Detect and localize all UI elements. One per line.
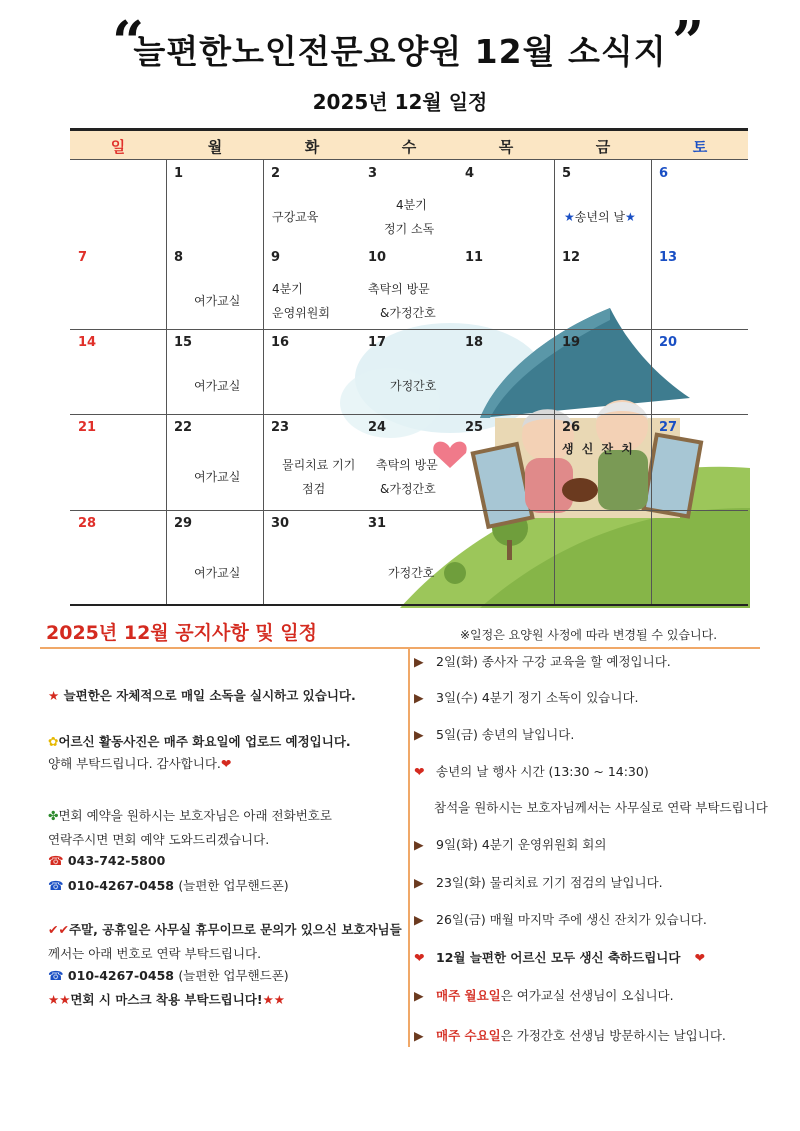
event-equipment-check-line1: 물리치료 기기 [282, 458, 356, 472]
close-quote-mark: ” [672, 9, 705, 75]
open-quote-mark: “ [112, 9, 145, 75]
notice-photo-upload: ✿어르신 활동사진은 매주 화요일에 업로드 예정입니다. [48, 734, 351, 749]
notice-divider [40, 647, 760, 649]
calendar-subtitle: 2025년 12월 일정 [312, 90, 488, 114]
grid-row-line [70, 329, 748, 330]
event-doctor-visit-line1: 촉탁의 방문 [368, 282, 430, 296]
event-doctor-visit-line2: &가정간호 [380, 482, 436, 496]
phone-mobile: ☎ 010-4267-0458 (늘편한 업무핸드폰) [48, 878, 289, 893]
phone-icon: ☎ [48, 878, 68, 893]
schedule-item: ▶ 매주 월요일은 여가교실 선생님이 오십니다. [414, 988, 674, 1003]
event-doctor-visit-line2: &가정간호 [380, 306, 436, 320]
day-name-wed: 수 [401, 138, 417, 156]
heart-icon: ❤ [414, 764, 425, 779]
date-15: 15 [174, 335, 193, 350]
event-oral-education: 구강교육 [272, 210, 319, 224]
grid-row-line [70, 414, 748, 415]
event-leisure-class: 여가교실 [194, 379, 241, 393]
event-committee-line2: 운영위원회 [272, 306, 330, 320]
phone-office: ☎ 043-742-5800 [48, 853, 166, 868]
date-20: 20 [659, 335, 678, 350]
grid-col-line [554, 160, 555, 606]
schedule-item: ▶ 9일(화) 4분기 운영위원회 회의 [414, 837, 607, 852]
date-4: 4 [465, 166, 475, 181]
notice-mask: ★★면회 시 마스크 착용 부탁드립니다!★★ [48, 992, 286, 1007]
notice-weekend-contact: ✔✔주말, 공휴일은 사무실 휴무이므로 문의가 있으신 보호자님들 [48, 922, 402, 937]
phone-icon: ☎ [48, 853, 68, 868]
calendar-bottom-rule [70, 604, 748, 606]
schedule-item: ▶ 3일(수) 4분기 정기 소독이 있습니다. [414, 690, 639, 705]
star-icon: ★★ [262, 992, 286, 1007]
heart-icon: ❤ [414, 950, 425, 965]
triangle-bullet-icon: ▶ [414, 988, 424, 1003]
calendar [70, 128, 748, 606]
header [0, 0, 800, 80]
date-23: 23 [271, 420, 290, 435]
day-name-sat: 토 [692, 138, 708, 156]
flower-icon: ✿ [48, 734, 59, 749]
triangle-bullet-icon: ▶ [414, 837, 424, 852]
event-leisure-class: 여가교실 [194, 470, 241, 484]
star-icon: ★ [564, 210, 575, 224]
heart-icon: ❤ [220, 756, 232, 771]
date-12: 12 [562, 250, 581, 265]
triangle-bullet-icon: ▶ [414, 875, 424, 890]
date-31: 31 [368, 516, 387, 531]
date-3: 3 [368, 166, 378, 181]
notice-section-title: 2025년 12월 공지사항 및 일정 [46, 622, 317, 644]
grid-col-line [651, 160, 652, 606]
date-30: 30 [271, 516, 290, 531]
event-home-nursing: 가정간호 [390, 379, 437, 393]
phone-icon: ☎ [48, 968, 68, 983]
grid-col-line [263, 160, 264, 606]
date-22: 22 [174, 420, 193, 435]
schedule-item-birthday: ❤ 12월 늘편한 어르신 모두 생신 축하드립니다 ❤ [414, 950, 705, 965]
date-7: 7 [78, 250, 88, 265]
event-disinfection-line2: 정기 소독 [384, 222, 435, 236]
schedule-item: ❤ 송년의 날 행사 시간 (13:30 ~ 14:30) [414, 764, 649, 779]
date-11: 11 [465, 250, 484, 265]
star-icon: ★ [624, 210, 636, 224]
date-17: 17 [368, 335, 387, 350]
triangle-bullet-icon: ▶ [414, 727, 424, 742]
notice-visit-reservation-line2: 연락주시면 면회 예약 도와드리겠습니다. [48, 832, 270, 847]
day-name-fri: 금 [595, 138, 611, 156]
notice-visit-reservation: ✤면회 예약을 원하시는 보호자님은 아래 전화번호로 [48, 808, 332, 823]
date-2: 2 [271, 166, 281, 181]
star-icon: ★★ [48, 992, 71, 1007]
event-committee-line1: 4분기 [272, 282, 303, 296]
triangle-bullet-icon: ▶ [414, 912, 424, 927]
day-name-thu: 목 [498, 138, 514, 156]
date-18: 18 [465, 335, 484, 350]
date-29: 29 [174, 516, 193, 531]
schedule-item: ▶ 23일(화) 물리치료 기기 점검의 날입니다. [414, 875, 663, 890]
date-27: 27 [659, 420, 678, 435]
date-13: 13 [659, 250, 678, 265]
event-equipment-check-line2: 점검 [302, 482, 326, 496]
calendar-header-row [70, 131, 748, 160]
date-8: 8 [174, 250, 184, 265]
event-year-end-party: ★송년의 날★ [564, 210, 636, 224]
schedule-change-note: ※일정은 요양원 사정에 따라 변경될 수 있습니다. [460, 628, 718, 642]
date-5: 5 [562, 166, 572, 181]
notice-column-divider [408, 647, 410, 1047]
event-birthday-party: 생 신 잔 치 [562, 442, 635, 456]
star-icon: ★ [48, 688, 64, 703]
day-name-mon: 월 [207, 138, 223, 156]
triangle-bullet-icon: ▶ [414, 654, 424, 669]
triangle-bullet-icon: ▶ [414, 1028, 424, 1043]
grid-col-line [166, 160, 167, 606]
page-title: 늘편한노인전문요양원 12월 소식지 [133, 32, 667, 71]
date-10: 10 [368, 250, 387, 265]
heart-icon: ❤ [694, 950, 705, 965]
notice-photo-upload-line2: 양해 부탁드립니다. 감사합니다.❤ [48, 756, 232, 771]
schedule-item: ▶ 26일(금) 매월 마지막 주에 생신 잔치가 있습니다. [414, 912, 707, 927]
date-28: 28 [78, 516, 97, 531]
clover-icon: ✤ [48, 808, 59, 823]
notice-weekend-contact-line2: 께서는 아래 번호로 연락 부탁드립니다. [48, 946, 262, 961]
date-1: 1 [174, 166, 184, 181]
event-leisure-class: 여가교실 [194, 294, 241, 308]
date-9: 9 [271, 250, 281, 265]
date-19: 19 [562, 335, 581, 350]
schedule-item: ▶ 매주 수요일은 가정간호 선생님 방문하시는 날입니다. [414, 1028, 726, 1043]
date-21: 21 [78, 420, 97, 435]
schedule-item-note: 참석을 원하시는 보호자님께서는 사무실로 연락 부탁드립니다 [434, 800, 768, 815]
date-25: 25 [465, 420, 484, 435]
schedule-item: ▶ 2일(화) 종사자 구강 교육을 할 예정입니다. [414, 654, 671, 669]
date-16: 16 [271, 335, 290, 350]
grid-row-line [70, 510, 748, 511]
event-disinfection-line1: 4분기 [396, 198, 427, 212]
event-doctor-visit-line1: 촉탁의 방문 [376, 458, 438, 472]
event-home-nursing: 가정간호 [388, 566, 435, 580]
phone-weekend: ☎ 010-4267-0458 (늘편한 업무핸드폰) [48, 968, 289, 983]
date-26: 26 [562, 420, 581, 435]
notice-disinfection: ★ 늘편한은 자체적으로 매일 소독을 실시하고 있습니다. [48, 688, 356, 703]
triangle-bullet-icon: ▶ [414, 690, 424, 705]
day-name-tue: 화 [304, 138, 320, 156]
date-6: 6 [659, 166, 669, 181]
date-14: 14 [78, 335, 97, 350]
check-icon: ✔✔ [48, 922, 69, 937]
day-name-sun: 일 [110, 138, 126, 156]
date-24: 24 [368, 420, 387, 435]
event-leisure-class: 여가교실 [194, 566, 241, 580]
schedule-item: ▶ 5일(금) 송년의 날입니다. [414, 727, 575, 742]
